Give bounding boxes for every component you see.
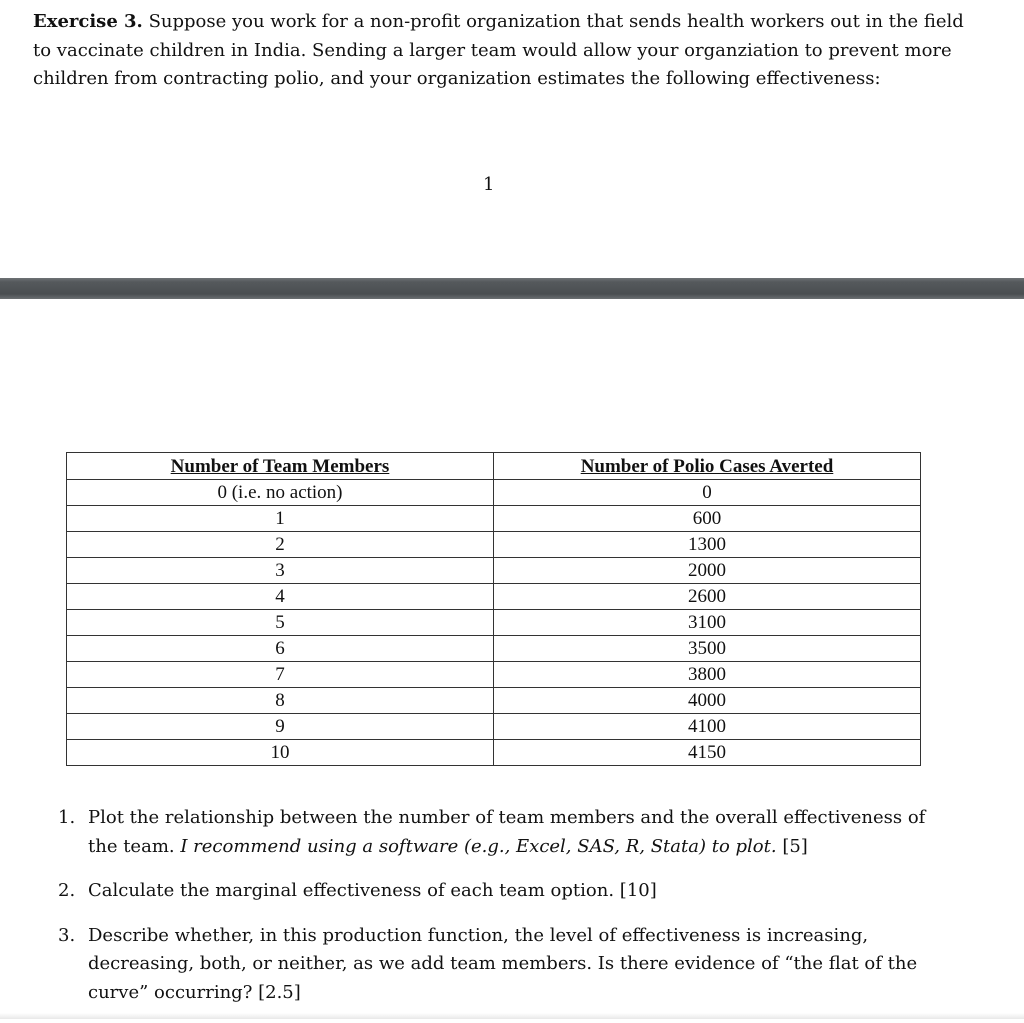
table-row [67, 636, 921, 662]
exercise-label: Exercise 3. [33, 11, 143, 32]
team-members-cell: 6 [67, 636, 494, 662]
question-list [58, 804, 958, 1023]
effectiveness-table [66, 452, 921, 766]
cases-averted-cell: 2600 [494, 584, 921, 610]
table-header-row [67, 453, 921, 480]
exercise-text: Suppose you work for a non-profit organization that sends health workers out in the field to vaccinate children in India. Sending a larger team would allow your organziation to prevent more children from contracting polio, and your organization estimates the following effectiveness: [33, 11, 964, 89]
question-item [58, 922, 958, 1008]
team-members-cell: 8 [67, 688, 494, 714]
table-row [67, 610, 921, 636]
table-row [67, 584, 921, 610]
team-members-cell: 10 [67, 740, 494, 766]
question-number: 2. [58, 880, 76, 901]
table-row [67, 532, 921, 558]
table-row [67, 714, 921, 740]
cases-averted-cell: 4000 [494, 688, 921, 714]
team-members-cell: 4 [67, 584, 494, 610]
table-row [67, 558, 921, 584]
header-cases-averted: Number of Polio Cases Averted [494, 453, 921, 480]
page-divider [0, 278, 1024, 299]
cases-averted-cell: 600 [494, 506, 921, 532]
question-points: [10] [619, 880, 657, 901]
bottom-edge [0, 1013, 1024, 1019]
cases-averted-cell: 0 [494, 480, 921, 506]
question-number: 1. [58, 807, 76, 828]
page-top [0, 0, 1024, 278]
question-item [58, 804, 958, 861]
team-members-cell: 0 (i.e. no action) [67, 480, 494, 506]
table-row [67, 688, 921, 714]
cases-averted-cell: 3500 [494, 636, 921, 662]
team-members-cell: 7 [67, 662, 494, 688]
question-text: Calculate the marginal effectiveness of each team option. [88, 880, 615, 901]
table-row [67, 506, 921, 532]
exercise-intro [33, 8, 973, 94]
cases-averted-cell: 3100 [494, 610, 921, 636]
question-number: 3. [58, 924, 76, 946]
team-members-cell: 5 [67, 610, 494, 636]
cases-averted-cell: 4150 [494, 740, 921, 766]
question-italic-note: I recommend using a software (e.g., Excel, SAS, R, Stata) to plot. [180, 835, 777, 857]
question-points: [2.5] [258, 981, 301, 1003]
question-item [58, 877, 958, 906]
table-row [67, 480, 921, 506]
question-text: Plot the relationship between the number of team members and the overall effectiveness of the team. [88, 807, 926, 857]
header-team-members: Number of Team Members [67, 453, 494, 480]
team-members-cell: 9 [67, 714, 494, 740]
team-members-cell: 2 [67, 532, 494, 558]
team-members-cell: 3 [67, 558, 494, 584]
page-number: 1 [483, 174, 495, 195]
table-row [67, 740, 921, 766]
question-points: [5] [782, 835, 808, 857]
team-members-cell: 1 [67, 506, 494, 532]
cases-averted-cell: 3800 [494, 662, 921, 688]
cases-averted-cell: 2000 [494, 558, 921, 584]
question-text: Describe whether, in this production function, the level of effectiveness is increasing, decreasing, both, or neither, as we add team members. Is there evidence of “the flat of the curve” occurring? [88, 924, 918, 1003]
table-row [67, 662, 921, 688]
cases-averted-cell: 1300 [494, 532, 921, 558]
cases-averted-cell: 4100 [494, 714, 921, 740]
